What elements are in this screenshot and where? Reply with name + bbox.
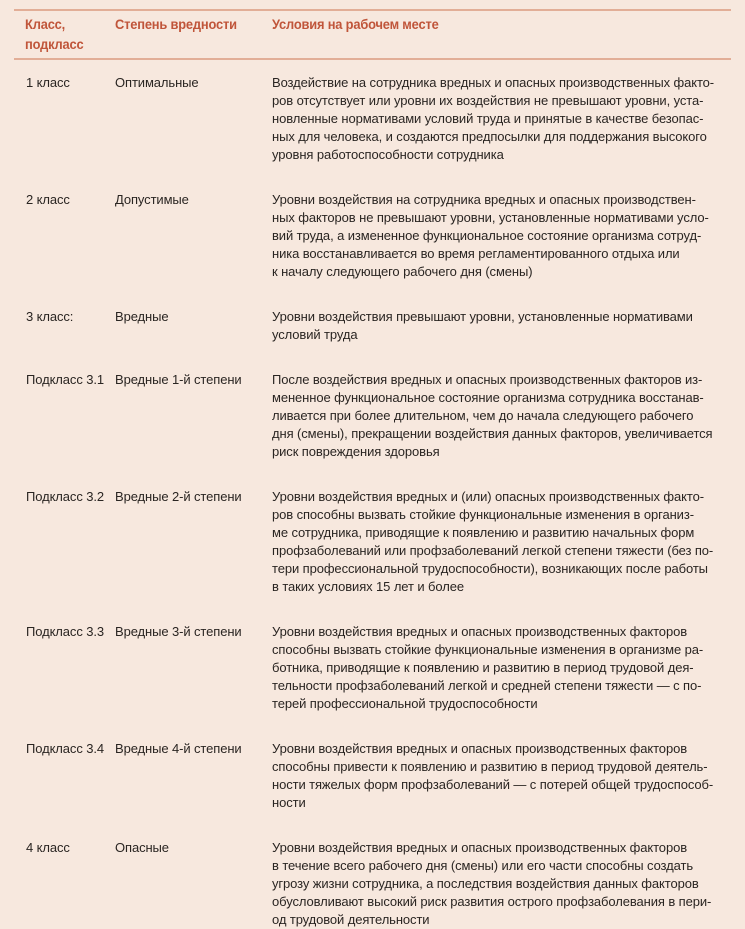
conditions-line: новленные нормативами условий труда и принятые в качестве безопас- — [272, 111, 704, 126]
degree-cell: Допустимые — [115, 192, 189, 207]
table-row — [14, 308, 731, 344]
header-class-subclass — [14, 14, 107, 54]
degree-cell: Вредные 2-й степени — [115, 489, 242, 504]
header-class-line-1: Класс, — [25, 16, 66, 32]
conditions-cell — [272, 74, 731, 164]
conditions-line: Уровни воздействия вредных и (или) опасных производственных факто- — [272, 489, 704, 504]
table-row — [14, 740, 731, 812]
conditions-cell — [272, 740, 731, 812]
conditions-line: тельности профзаболеваний легкой и средней степени тяжести — с по- — [272, 678, 702, 693]
header-class-line-2: подкласс — [25, 36, 84, 52]
conditions-line: уровня работоспособности сотрудника — [272, 147, 504, 162]
conditions-line: ных факторов не превышают уровни, установленные нормативами усло- — [272, 210, 709, 225]
conditions-line: мененное функциональное состояние организма сотрудника восстанав- — [272, 390, 704, 405]
conditions-cell — [272, 191, 731, 281]
conditions-line: вий труда, а измененное функциональное состояние организма сотруд- — [272, 228, 702, 243]
conditions-line: в течение всего рабочего дня (смены) или его части способны создать — [272, 858, 693, 873]
degree-cell: Вредные 3-й степени — [115, 624, 242, 639]
degree-cell: Вредные 1-й степени — [115, 372, 242, 387]
conditions-cell — [272, 371, 731, 461]
conditions-line: ров способны вызвать стойкие функциональные изменения в организ- — [272, 507, 694, 522]
conditions-line: тери профессиональной трудоспособности), возникающих после работы — [272, 561, 708, 576]
conditions-line: Уровни воздействия вредных и опасных производственных факторов — [272, 624, 688, 639]
conditions-line: ме сотрудника, приводящие к появлению и развитию начальных форм — [272, 525, 695, 540]
class-cell: 4 класс — [26, 840, 70, 855]
class-cell: 3 класс: — [26, 309, 74, 324]
class-cell: 1 класс — [26, 75, 70, 90]
class-cell: 2 класс — [26, 192, 70, 207]
conditions-line: ности — [272, 795, 306, 810]
degree-cell: Вредные — [115, 309, 169, 324]
conditions-line: способны вызвать стойкие функциональные изменения в организме ра- — [272, 642, 704, 657]
conditions-line: После воздействия вредных и опасных производственных факторов из- — [272, 372, 703, 387]
conditions-line: ности тяжелых форм профзаболеваний — с потерей общей трудоспособ- — [272, 777, 714, 792]
table-row — [14, 191, 731, 281]
conditions-line: условий труда — [272, 327, 358, 342]
conditions-line: ных для человека, и создаются предпосылки для поддержания высокого — [272, 129, 707, 144]
conditions-cell — [272, 308, 731, 344]
class-cell: Подкласс 3.3 — [26, 624, 105, 639]
conditions-cell — [272, 839, 731, 929]
table-row — [14, 839, 731, 929]
conditions-line: од трудовой деятельности — [272, 912, 430, 927]
working-conditions-table — [14, 9, 731, 929]
conditions-line: Воздействие на сотрудника вредных и опасных производственных факто- — [272, 75, 715, 90]
conditions-line: Уровни воздействия превышают уровни, установленные нормативами — [272, 309, 693, 324]
degree-cell: Вредные 4-й степени — [115, 741, 242, 756]
class-cell: Подкласс 3.2 — [26, 489, 105, 504]
table-row — [14, 74, 731, 164]
conditions-line: ров отсутствует или уровни их воздействия не превышают уровни, уста- — [272, 93, 704, 108]
degree-cell: Опасные — [115, 840, 169, 855]
table-row — [14, 623, 731, 713]
table-header — [14, 9, 731, 60]
conditions-cell — [272, 623, 731, 713]
header-harm-degree: Степень вредности — [115, 16, 237, 32]
conditions-line: Уровни воздействия вредных и опасных производственных факторов — [272, 741, 688, 756]
conditions-line: ботника, приводящие к появлению и развитию в период трудовой дея- — [272, 660, 694, 675]
header-workplace-conditions: Условия на рабочем месте — [272, 16, 439, 32]
table-row — [14, 371, 731, 461]
conditions-line: ника восстанавливается во время регламентированного отдыха или — [272, 246, 680, 261]
conditions-cell — [272, 488, 731, 596]
table-row — [14, 488, 731, 596]
class-cell: Подкласс 3.4 — [26, 741, 105, 756]
conditions-line: угрозу жизни сотрудника, а последствия воздействия данных факторов — [272, 876, 699, 891]
conditions-line: дня (смены), прекращении воздействия данных факторов, увеличивается — [272, 426, 713, 441]
class-cell: Подкласс 3.1 — [26, 372, 105, 387]
conditions-line: обусловливают высокий риск развития острого профзаболевания в пери- — [272, 894, 712, 909]
conditions-line: в таких условиях 15 лет и более — [272, 579, 464, 594]
conditions-line: риск повреждения здоровья — [272, 444, 440, 459]
conditions-line: способны привести к появлению и развитию в период трудовой деятель- — [272, 759, 708, 774]
conditions-line: Уровни воздействия вредных и опасных производственных факторов — [272, 840, 688, 855]
conditions-line: к началу следующего рабочего дня (смены) — [272, 264, 533, 279]
degree-cell: Оптимальные — [115, 75, 199, 90]
table-body — [14, 74, 731, 929]
conditions-line: терей профессиональной трудоспособности — [272, 696, 538, 711]
conditions-line: профзаболеваний или профзаболеваний легкой степени тяжести (без по- — [272, 543, 714, 558]
conditions-line: ливается при более длительном, чем до начала следующего рабочего — [272, 408, 694, 423]
conditions-line: Уровни воздействия на сотрудника вредных и опасных производствен- — [272, 192, 696, 207]
